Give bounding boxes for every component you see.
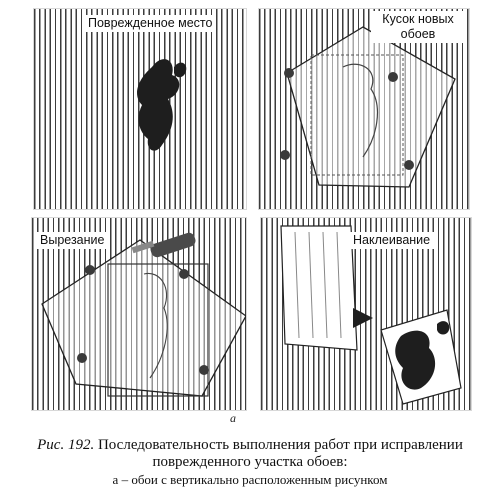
caption-line-1-text: Последовательность выполнения работ при исправлении — [97, 437, 463, 453]
damage-blot — [137, 59, 179, 151]
panel-label-new-piece-line2: обоев — [400, 27, 436, 41]
panel-label-cutting: Вырезание — [36, 232, 108, 249]
panel-pasting — [260, 217, 472, 411]
damage-blot-small — [174, 63, 186, 78]
figure-caption — [0, 437, 500, 488]
caption-line-1 — [0, 437, 500, 454]
overlay-piece — [42, 240, 246, 396]
arrow-icon — [353, 308, 373, 328]
applied-patch — [281, 226, 357, 350]
pin-mark — [388, 72, 398, 82]
caption-line-3: а – обои с вертикально расположенным рисунком — [112, 472, 388, 487]
knife-handle — [149, 231, 197, 259]
roll-pattern-small — [437, 321, 449, 334]
pin-mark — [77, 353, 87, 363]
pin-mark — [404, 160, 414, 170]
panel-label-pasting: Наклеивание — [349, 232, 434, 249]
caption-prefix: Рис. 192. — [37, 437, 95, 453]
panel-label-new-piece — [371, 11, 465, 43]
panel-damaged-spot — [33, 8, 247, 210]
panel-new-piece — [258, 8, 470, 210]
figure-sublabel: а — [230, 411, 236, 425]
panel-cutting — [31, 217, 247, 411]
pin-mark — [179, 269, 189, 279]
panel-label-new-piece-line1: Кусок новых — [382, 12, 454, 26]
pin-mark — [284, 68, 294, 78]
pin-mark — [199, 365, 209, 375]
panel-label-damaged: Поврежденное место — [84, 15, 216, 32]
pin-mark — [85, 265, 95, 275]
pin-mark — [280, 150, 290, 160]
caption-line-2: поврежденного участка обоев: — [152, 454, 348, 470]
damaged-spot-illustration — [34, 9, 246, 209]
new-piece-patch — [287, 27, 455, 187]
